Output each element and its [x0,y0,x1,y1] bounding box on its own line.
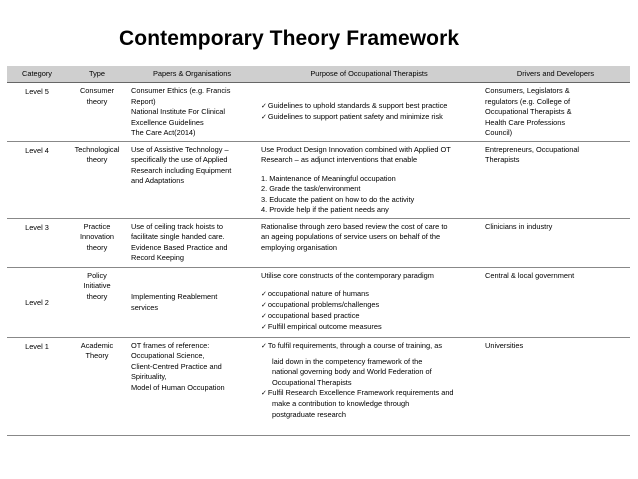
purpose-cell: Rationalise through zero based review the cost of care to an ageing populations of service users on behalf of the employing organisation [257,218,481,267]
list-item: ✓occupational nature of humans [261,289,369,299]
list-item: ✓Fulfil Research Excellence Framework requirements and [261,388,454,398]
checkmark-icon: ✓ [261,290,267,299]
papers-cell: Consumer Ethics (e.g. Francis Report) National Institute For Clinical Excellence Guidelines The Care Act(2014) [127,83,257,142]
header-papers: Papers & Organisations [127,66,257,83]
type-cell: Policy Initiative theory [67,267,127,337]
type-cell: Consumer theory [67,83,127,142]
category-cell: Level 5 [7,83,67,142]
category-cell: Level 2 [7,267,67,337]
header-category: Category [7,66,67,83]
list-item: 1. Maintenance of Meaningful occupation [261,173,396,183]
list-item: 3. Educate the patient on how to do the activity [261,194,415,204]
theory-framework-table [7,66,630,436]
drivers-cell: Central & local government [481,267,630,337]
category-cell: Level 3 [7,218,67,267]
header-purpose: Purpose of Occupational Therapists [257,66,481,83]
list-item: ✓Guidelines to support patient safety and minimize risk [261,112,443,122]
table-row [7,83,630,142]
category-cell: Level 1 [7,337,67,435]
checkmark-icon: ✓ [261,312,267,321]
type-cell: Academic Theory [67,337,127,435]
checkmark-icon: ✓ [261,323,267,331]
papers-cell: Use of Assistive Technology – specifically the use of Applied Research including Equipment and Adaptations [127,141,257,218]
drivers-cell: Entrepreneurs, Occupational Therapists [481,141,630,218]
header-drivers: Drivers and Developers [481,66,630,83]
purpose-cell [257,83,481,142]
purpose-cell: ✓To fulfil requirements, through a course of training, as laid down in the competency framework of the national governing body and World Federation of Occupational Therapists ✓Fulfil Research Excellence Framework requirements and make a contribution to knowledge through postgraduate research [257,337,481,435]
type-cell: Technological theory [67,141,127,218]
checkmark-icon: ✓ [261,113,267,122]
page-title-text: Contemporary Theory Framework [119,27,460,50]
papers-cell: OT frames of reference: Occupational Science, Client-Centred Practice and Spirituality, Model of Human Occupation [127,337,257,435]
table-header-row [7,66,630,83]
drivers-cell: Universities [481,337,630,435]
list-item: ✓Guidelines to uphold standards & support best practice [261,101,448,111]
purpose-cell: Use Product Design Innovation combined with Applied OT Research – as adjunct interventions that enable 1. Maintenance of Meaningful occupation 2. Grade the task/environment 3. Educate the patient on how to do the activity 4. Provide help if the patient needs any [257,141,481,218]
category-cell: Level 4 [7,141,67,218]
checkmark-icon: ✓ [261,341,267,350]
list-item: ✓occupational based practice [261,311,360,321]
drivers-cell: Consumers, Legislators & regulators (e.g. College of Occupational Therapists & Health Care Professions Council) [481,83,630,142]
list-item: 2. Grade the task/environment [261,184,361,194]
table-row [7,218,630,267]
purpose-cell: Utilise core constructs of the contemporary paradigm ✓occupational nature of humans ✓occupational problems/challenges ✓occupational based practice ✓Fulfill empirical outcome measures [257,267,481,337]
type-cell: Practice Innovation theory [67,218,127,267]
list-item: ✓Fulfill empirical outcome measures [261,322,382,331]
list-item: ✓occupational problems/challenges [261,300,380,310]
checkmark-icon: ✓ [261,389,267,398]
list-item: 4. Provide help if the patient needs any [261,205,389,215]
list-item: ✓To fulfil requirements, through a course of training, as [261,340,443,350]
checkmark-icon: ✓ [261,301,267,310]
table-row [7,141,630,218]
papers-cell: Use of ceiling track hoists to facilitate single handed care. Evidence Based Practice and Record Keeping [127,218,257,267]
drivers-cell: Clinicians in industry [481,218,630,267]
header-type: Type [67,66,127,83]
papers-cell: Implementing Reablement services [127,267,257,337]
table-row [7,267,630,337]
checkmark-icon: ✓ [261,102,267,111]
table-row [7,337,630,435]
